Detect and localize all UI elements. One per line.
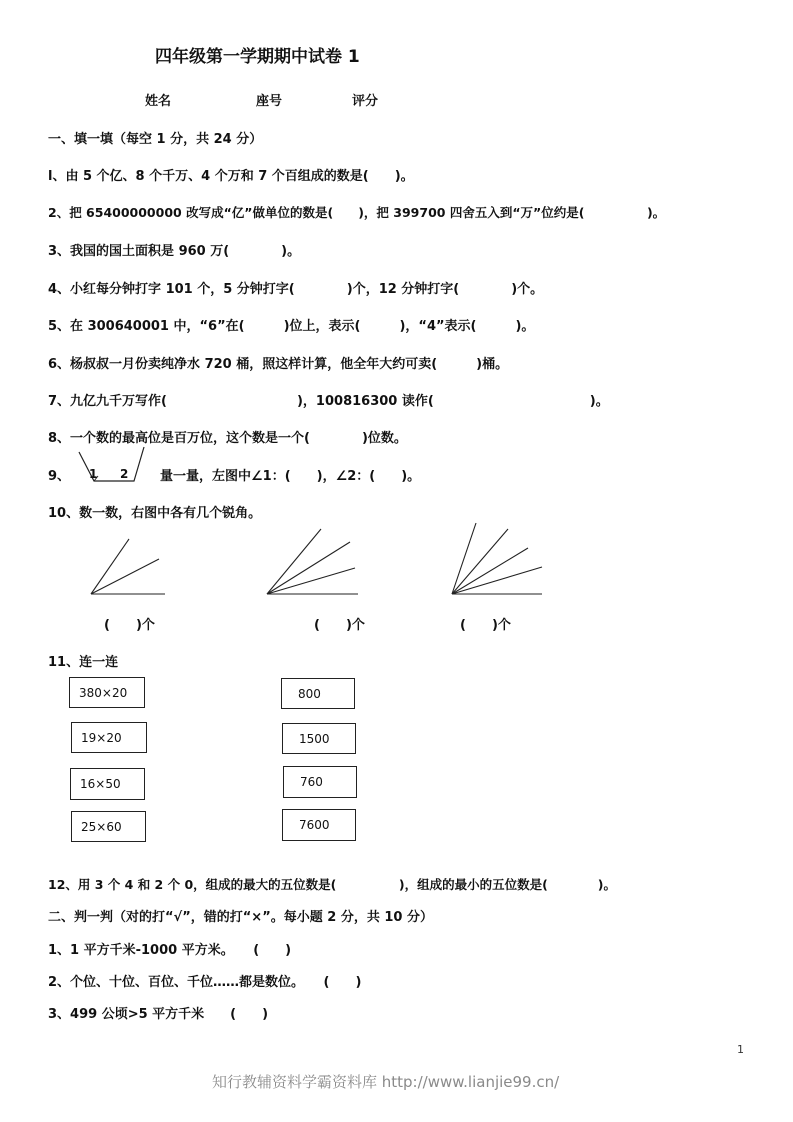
question-10: 10、数一数，右图中各有几个锐角。 <box>48 506 262 521</box>
judge-question-1: 1、1 平方千米-1000 平方米。 ( ) <box>48 943 292 958</box>
question-12: 12、用 3 个 4 和 2 个 0，组成的最大的五位数是( )，组成的最小的五位数是( )。 <box>48 877 617 892</box>
angle-2-label: 2 <box>120 467 129 481</box>
match-left-2[interactable]: 19×20 <box>71 722 147 753</box>
match-right-4[interactable]: 7600 <box>282 809 356 841</box>
angle-figure-2 <box>267 529 358 594</box>
angle-answer-1: ( )个 <box>104 618 155 633</box>
match-right-3[interactable]: 760 <box>283 766 357 798</box>
page-number: 1 <box>737 1043 744 1056</box>
angle-answer-3: ( )个 <box>460 618 511 633</box>
question-11: 11、连一连 <box>48 655 119 670</box>
judge-question-2: 2、个位、十位、百位、千位……都是数位。 ( ) <box>48 975 362 990</box>
section2-heading: 二、判一判（对的打“√”，错的打“×”。每小题 2 分，共 10 分） <box>48 910 433 925</box>
judge-question-3: 3、499 公顷>5 平方千米 ( ) <box>48 1007 269 1022</box>
match-right-1[interactable]: 800 <box>281 678 355 709</box>
match-left-4[interactable]: 25×60 <box>71 811 146 842</box>
match-right-2[interactable]: 1500 <box>282 723 356 754</box>
section1-heading: 一、填一填（每空 1 分，共 24 分） <box>48 132 263 147</box>
question-1: l、由 5 个亿、8 个千万、4 个万和 7 个百组成的数是( )。 <box>48 169 414 184</box>
question-8: 8、一个数的最高位是百万位，这个数是一个( )位数。 <box>48 431 407 446</box>
question-9-text: 量一量，左图中∠1：( )，∠2：( )。 <box>160 469 421 484</box>
parallelogram-figure <box>74 444 154 484</box>
question-2: 2、把 65400000000 改写成“亿”做单位的数是( )，把 399700 四舍五入到“万”位约是( )。 <box>48 205 666 220</box>
name-label: 姓名 <box>145 94 172 109</box>
angle-figure-1 <box>91 539 165 594</box>
match-left-3[interactable]: 16×50 <box>70 768 145 800</box>
match-left-1[interactable]: 380×20 <box>69 677 145 708</box>
score-label: 评分 <box>352 94 379 109</box>
angle-figure-3 <box>452 523 542 594</box>
question-5: 5、在 300640001 中，“6”在( )位上，表示( )，“4”表示( )。 <box>48 319 535 334</box>
question-7: 7、九亿九千万写作( )，100816300 读作( )。 <box>48 394 609 409</box>
angle-1-label: 1 <box>89 467 98 481</box>
footer-watermark: 知行教辅资料学霸资料库 http://www.lianjie99.cn/ <box>212 1073 560 1091</box>
seat-label: 座号 <box>256 94 283 109</box>
angle-answer-2: ( )个 <box>314 618 365 633</box>
question-4: 4、小红每分钟打字 101 个，5 分钟打字( )个，12 分钟打字( )个。 <box>48 282 544 297</box>
page-title: 四年级第一学期期中试卷 1 <box>155 47 360 67</box>
question-3: 3、我国的国土面积是 960 万( )。 <box>48 244 301 259</box>
angle-figures <box>0 518 793 618</box>
question-6: 6、杨叔叔一月份卖纯净水 720 桶，照这样计算，他全年大约可卖( )桶。 <box>48 357 509 372</box>
question-9-prefix: 9、 <box>48 469 71 484</box>
